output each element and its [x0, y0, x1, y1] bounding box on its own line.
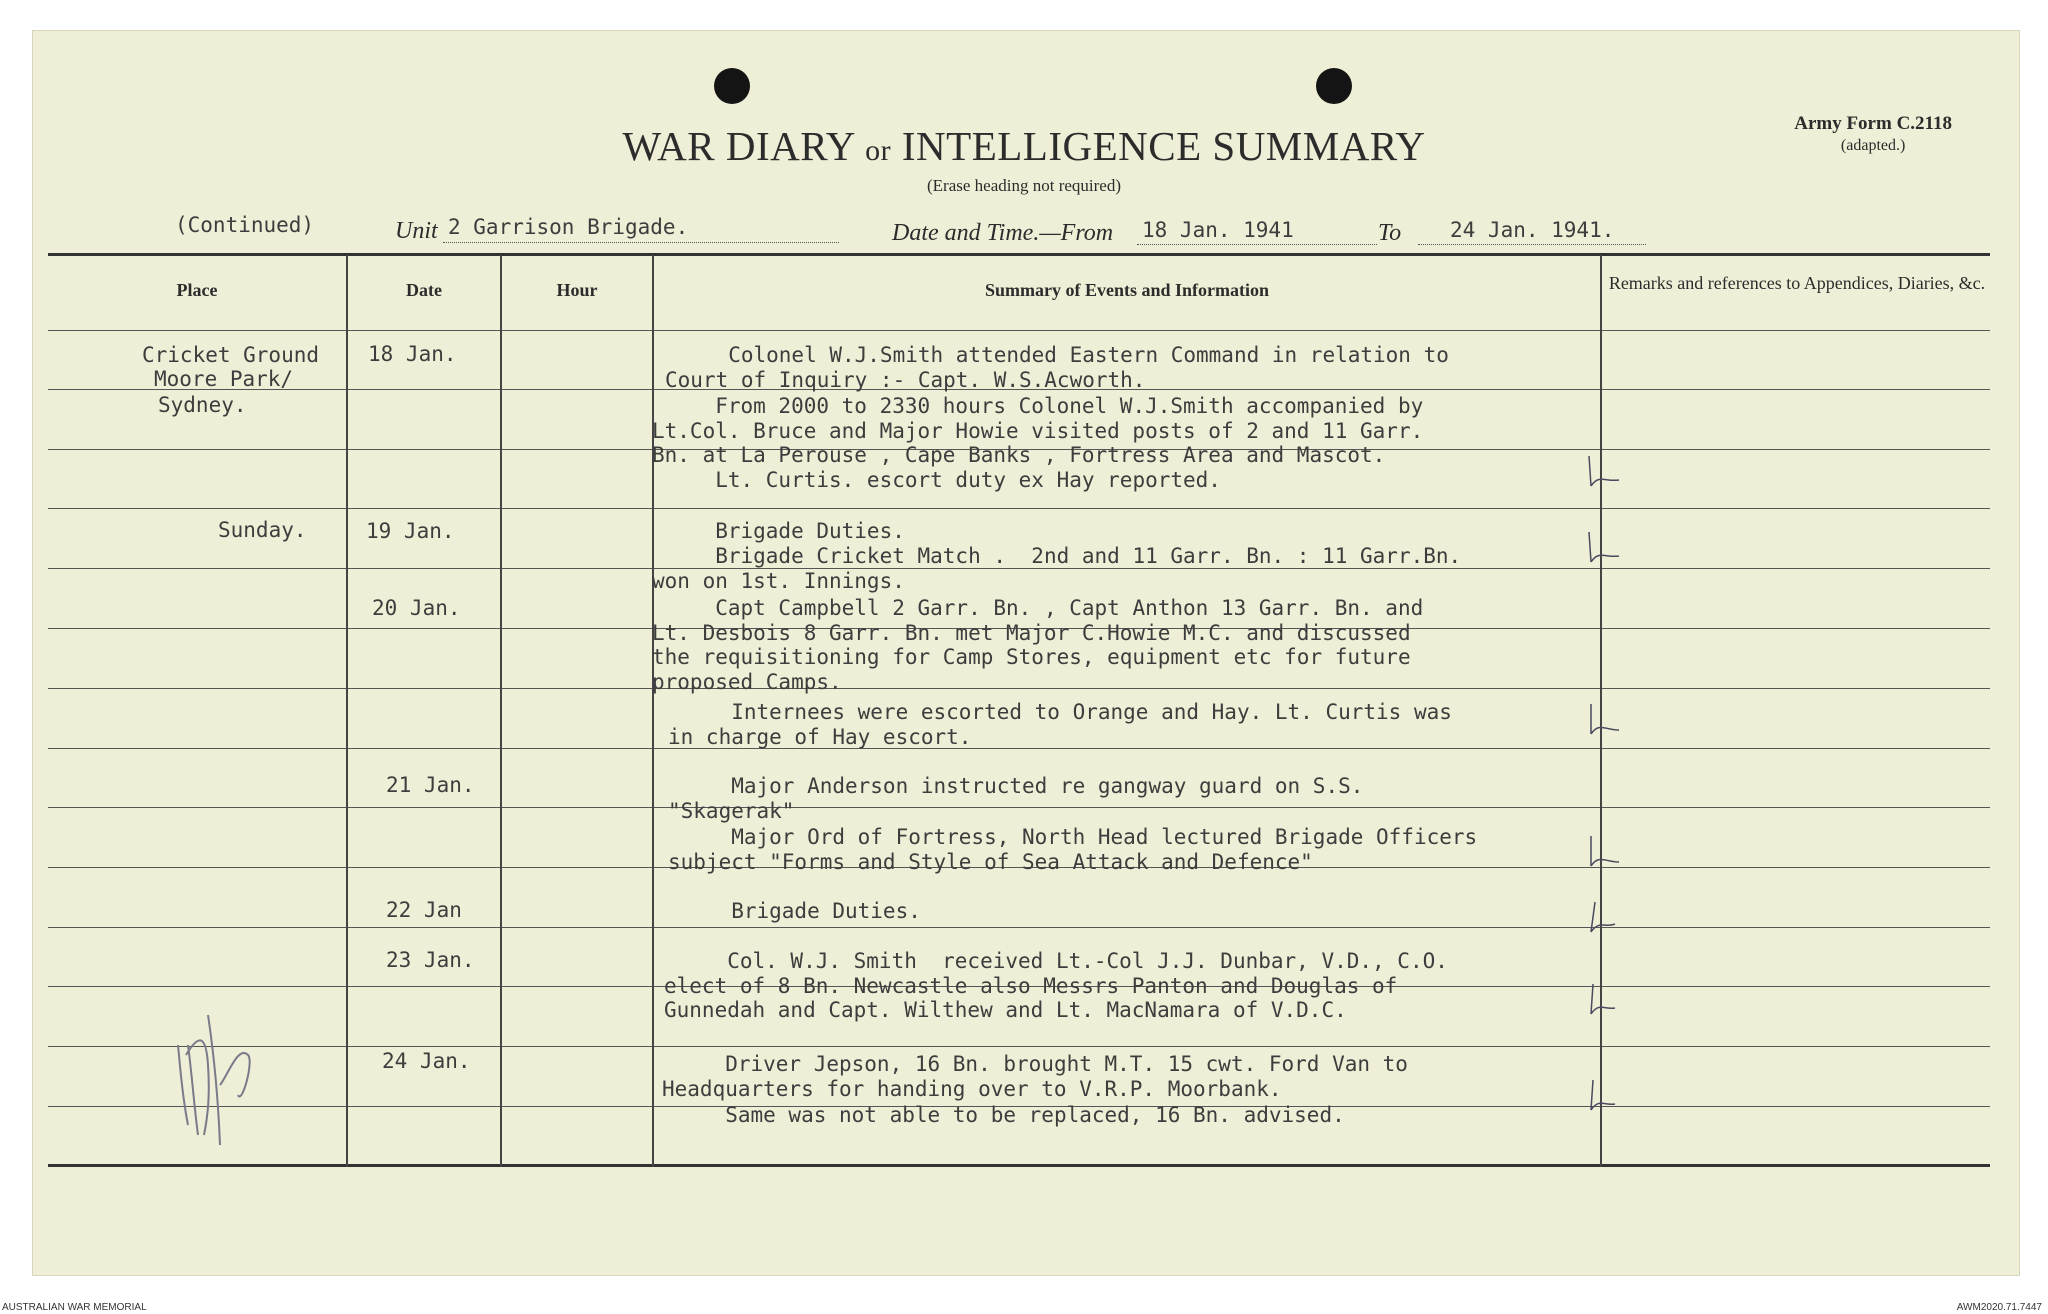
unit-label: Unit — [395, 218, 438, 244]
unit-value: 2 Garrison Brigade. — [448, 215, 689, 239]
handwritten-initial-mark — [1585, 528, 1621, 568]
title-part-1: WAR DIARY — [622, 123, 855, 169]
diary-entry: Brigade Cricket Match . 2nd and 11 Garr. Bn. : 11 Garr.Bn. won on 1st. Innings. — [652, 544, 1462, 593]
place-text: Moore Park/ — [154, 367, 294, 391]
diary-entry: Brigade Duties. — [652, 519, 905, 543]
form-subtitle: (Erase heading not required) — [927, 176, 1121, 195]
diary-entry: Same was not able to be replaced, 16 Bn. advised. — [662, 1103, 1345, 1127]
to-date-value: 24 Jan. 1941. — [1450, 218, 1615, 242]
punch-hole-left — [714, 68, 750, 104]
place-text: Cricket Ground — [142, 343, 320, 367]
date-time-label: Date and Time.—From — [892, 220, 1114, 246]
from-underline — [1137, 244, 1377, 245]
table-top-rule — [48, 253, 1990, 256]
to-label: To — [1378, 220, 1402, 246]
handwritten-initial-mark — [1585, 898, 1621, 938]
column-header-remarks: Remarks and references to Appendices, Diaries, &c. — [1608, 273, 1986, 293]
archive-reference: AWM2020.71.7447 — [1956, 1302, 2042, 1313]
diary-entry: Major Ord of Fortress, North Head lectured Brigade Officers subject "Forms and Style of Sea Attack and Defence" — [668, 825, 1478, 874]
from-date-value: 18 Jan. 1941 — [1142, 218, 1294, 242]
archive-credit: AUSTRALIAN WAR MEMORIAL — [2, 1302, 147, 1313]
place-text: Sunday. — [218, 518, 307, 542]
handwritten-initial-mark — [1585, 980, 1621, 1020]
column-header-summary: Summary of Events and Information — [984, 280, 1270, 300]
column-header-hour: Hour — [556, 280, 598, 300]
date-cell: 24 Jan. — [382, 1049, 471, 1073]
diary-entry: From 2000 to 2330 hours Colonel W.J.Smith accompanied by Lt.Col. Bruce and Major Howie visited posts of 2 and 11 Garr. Bn. at La Perouse , Cape Banks , Fortress Area and Mascot. — [652, 394, 1424, 467]
date-cell: 18 Jan. — [368, 342, 457, 366]
title-or: or — [865, 134, 892, 167]
handwritten-initial-mark — [1585, 832, 1621, 872]
date-cell: 21 Jan. — [386, 773, 475, 797]
diary-entry: Internees were escorted to Orange and Hay. Lt. Curtis was in charge of Hay escort. — [668, 700, 1452, 749]
column-rule-place — [346, 255, 348, 1167]
army-form-adapted: (adapted.) — [1840, 137, 1906, 154]
column-rule-date — [500, 255, 502, 1167]
diary-entry: Colonel W.J.Smith attended Eastern Command in relation to Court of Inquiry :- Capt. W.S.Acworth. — [665, 343, 1449, 392]
punch-hole-right — [1316, 68, 1352, 104]
date-cell: 23 Jan. — [386, 948, 475, 972]
date-cell: 20 Jan. — [372, 596, 461, 620]
diary-entry: Capt Campbell 2 Garr. Bn. , Capt Anthon 13 Garr. Bn. and Lt. Desbois 8 Garr. Bn. met Major C.Howie M.C. and discussed the requisitioning for Camp Stores, equipment etc for future proposed Camps. — [652, 596, 1424, 694]
column-header-place: Place — [176, 280, 218, 300]
handwritten-initial-mark — [1585, 452, 1621, 492]
date-cell: 19 Jan. — [366, 519, 455, 543]
header-bottom-rule — [48, 330, 1990, 331]
unit-underline — [443, 242, 839, 243]
row-rule — [48, 927, 1990, 928]
form-title — [0, 122, 2048, 170]
army-form-number: Army Form C.2118 — [1794, 113, 1952, 134]
table-bottom-rule — [48, 1164, 1990, 1167]
diary-entry: Lt. Curtis. escort duty ex Hay reported. — [652, 468, 1221, 492]
diary-entry: Driver Jepson, 16 Bn. brought M.T. 15 cwt. Ford Van to Headquarters for handing over to V.R.P. Moorbank. — [662, 1052, 1408, 1101]
diary-entry: Major Anderson instructed re gangway guard on S.S. "Skagerak" — [668, 774, 1364, 823]
row-rule — [48, 1046, 1990, 1047]
place-text: Sydney. — [158, 393, 247, 417]
title-part-2: INTELLIGENCE SUMMARY — [901, 123, 1426, 169]
diary-entry: Brigade Duties. — [668, 899, 921, 923]
handwritten-initial-mark — [1585, 1076, 1621, 1116]
diary-entry: Col. W.J. Smith received Lt.-Col J.J. Dunbar, V.D., C.O. elect of 8 Bn. Newcastle also Messrs Panton and Douglas of Gunnedah and Capt. Wilthew and Lt. MacNamara of V.D.C. — [664, 949, 1448, 1022]
column-rule-hour — [652, 255, 654, 1167]
continued-label: (Continued) — [175, 213, 315, 237]
row-rule — [48, 508, 1990, 509]
handwritten-initial-mark — [1585, 700, 1621, 740]
date-cell: 22 Jan — [386, 898, 462, 922]
to-underline — [1418, 244, 1646, 245]
column-header-date: Date — [406, 280, 442, 300]
handwritten-signature — [168, 985, 288, 1155]
army-form-label — [1794, 113, 1952, 157]
